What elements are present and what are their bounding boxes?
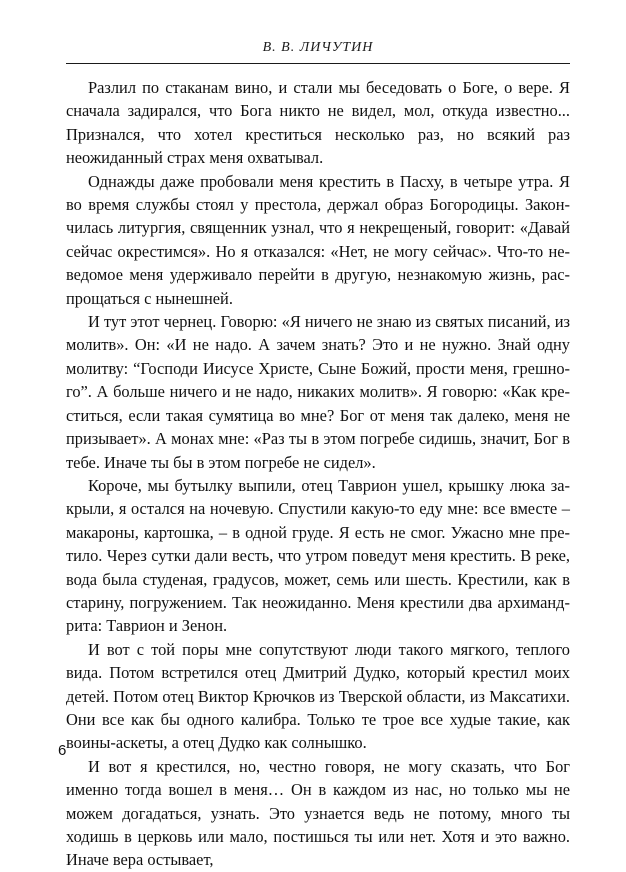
paragraph: И вот с той поры мне сопутствуют люди такого мягкого, теплого вида. Потом встретился отец Дмитрий Дудко, который крестил моих детей. Потом отец Виктор Крючков из Тверской области, из Максатихи. Они все как бы одного калибра. Только те трое все худые такие, как воины-аскеты, а отец Дудко как солнышко. [66, 639, 570, 753]
header-rule [66, 63, 570, 64]
paragraph: И вот я крестился, но, честно говоря, не могу сказать, что Бог именно тогда вошел в меня… Он в каждом из нас, но только мы не можем догадаться, узнать. Это узнается ведь не потому, много ты ходишь в церковь или мало, постишься ты или нет. Хотя и это важно. Иначе вера остывает, [66, 756, 570, 870]
body-text [66, 76, 570, 872]
paragraph: Короче, мы бутылку выпили, отец Таврион ушел, крышку люка закрыли, я остался на ночевую. Спустили какую-то еду мне: все вместе – макароны, картошка, – в одной груде. Я есть не смог. Ужасно мне претило. Через сутки дали весть, что утром поведут меня крестить. В реке, вода была студеная, градусов, может, семь или шесть. Крестили, как в старину, погружением. Так неожиданно. Меня крестили два архимандрита: Таврион и Зенон. [66, 475, 570, 636]
page-number: 6 [58, 742, 67, 759]
running-head: В. В. ЛИЧУТИН [262, 40, 374, 55]
paragraph: Разлил по стаканам вино, и стали мы беседовать о Боге, о вере. Я сначала задирался, что Бога никто не видел, мол, откуда известно... Признался, что хотел креститься несколько раз, но всякий раз неожиданный страх меня охватывал. [66, 78, 570, 168]
paragraph: И тут этот чернец. Говорю: «Я ничего не знаю из святых писаний, из молитв». Он: «И не надо. А зачем знать? Это и не нужно. Знай одну молитву: “Господи Иисусе Христе, Сыне Божий, прости меня, грешного”. А больше ничего и не надо, никаких молитв». Я говорю: «Как креститься, если такая сумятица во мне? Бог от меня так далеко, меня не призывает». А монах мне: «Раз ты в этом погребе сидишь, значит, Бог в тебе. Иначе ты бы в этом погребе не сидел». [66, 312, 570, 472]
paragraph: Однажды даже пробовали меня крестить в Пасху, в четыре утра. Я во время службы стоял у престола, держал образ Богородицы. Закончилась литургия, священник узнал, что я некрещеный, говорит: «Давай сейчас окрестимся». Но я отказался: «Нет, не могу сейчас». Что-то неведомое меня удерживало перейти в другую, незнакомую жизнь, распрощаться с нынешней. [66, 171, 570, 308]
